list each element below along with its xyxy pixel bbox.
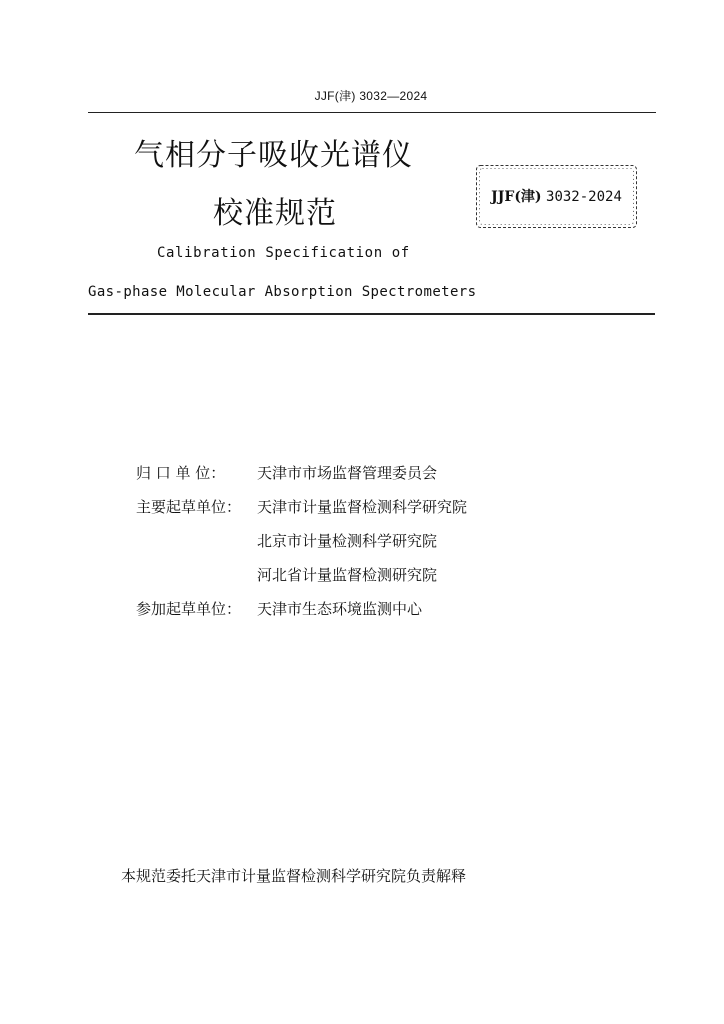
guikou-unit-value: 天津市市场监督管理委员会 [257,464,438,482]
title-divider [88,313,655,315]
interpretation-note: 本规范委托天津市计量监督检测科学研究院负责解释 [121,867,467,885]
participating-unit-label: 参加起草单位： [136,600,242,618]
document-code-header: JJF(津) 3032—2024 [314,89,428,103]
title-chinese-line2: 校准规范 [213,196,337,231]
stamp-number: 3032-2024 [546,189,622,205]
participating-unit-value: 天津市生态环境监测中心 [257,600,423,618]
main-drafting-unit-value: 河北省计量监督检测研究院 [257,566,438,584]
title-english-line1: Calibration Specification of [157,245,410,261]
title-chinese-line1: 气相分子吸收光谱仪 [134,138,413,173]
title-english-line2: Gas-phase Molecular Absorption Spectrometers [88,284,477,300]
document-number-stamp [475,164,638,229]
guikou-unit-label: 归 口 单 位： [136,464,226,482]
main-drafting-unit-value: 天津市计量监督检测科学研究院 [257,498,468,516]
main-drafting-unit-value: 北京市计量检测科学研究院 [257,532,438,550]
stamp-prefix: JJF(津) [491,189,542,205]
main-drafting-unit-label: 主要起草单位： [136,498,242,516]
header-divider [88,112,656,113]
